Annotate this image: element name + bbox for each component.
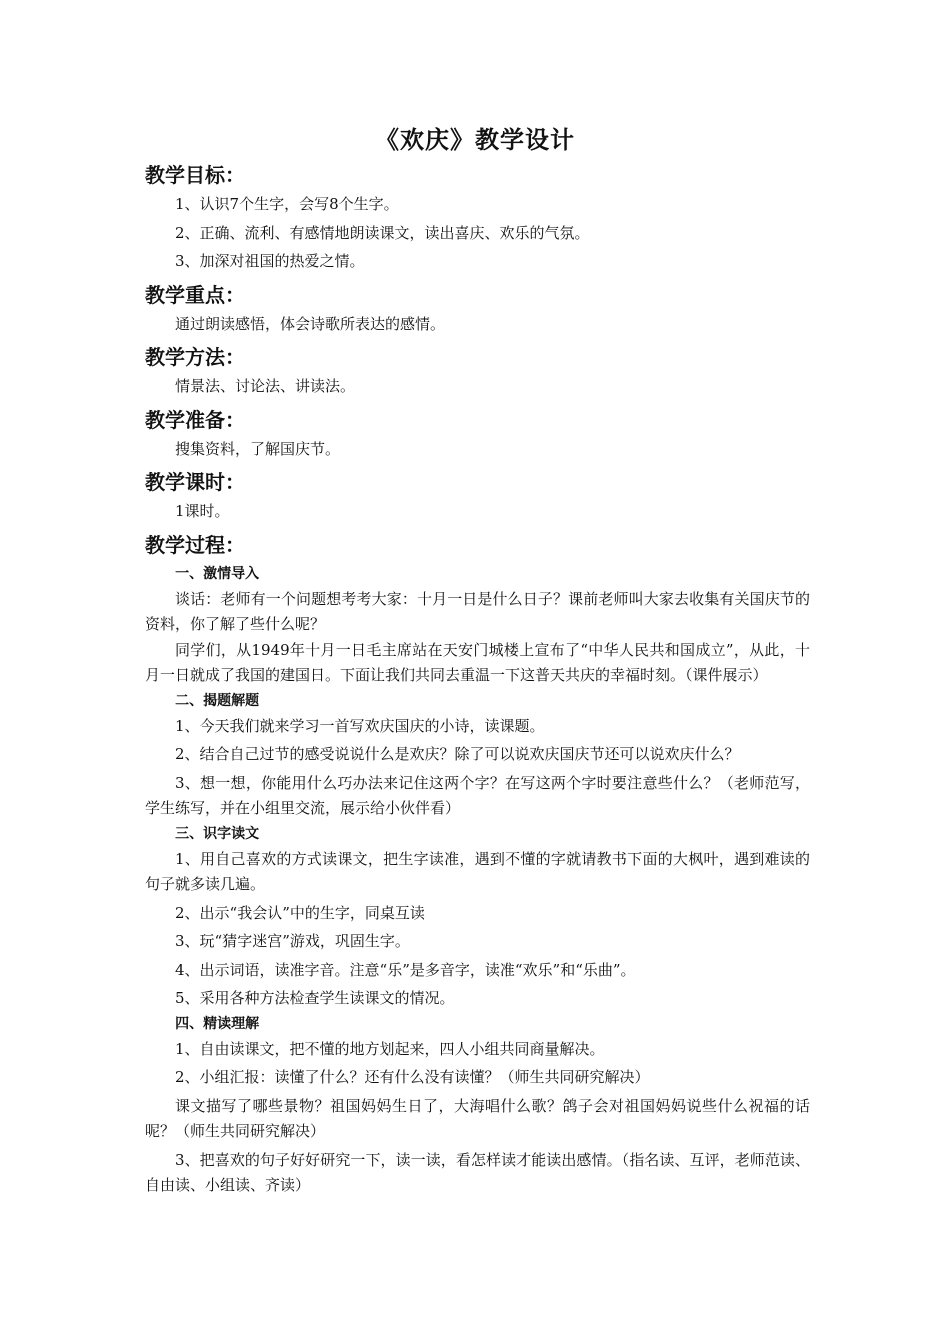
document-body bbox=[145, 158, 810, 1199]
step-paragraph: 2、小组汇报：读懂了什么？还有什么没有读懂？（师生共同研究解决） bbox=[175, 1068, 650, 1086]
hours-text: 1课时。 bbox=[175, 502, 230, 520]
step-paragraph: 5、采用各种方法检查学生读课文的情况。 bbox=[175, 989, 455, 1007]
goals-heading: 教学目标： bbox=[145, 163, 245, 187]
step-paragraph: 谈话：老师有一个问题想考考大家：十月一日是什么日子？课前老师叫大家去收集有关国庆节的资料，你了解了些什么呢？ bbox=[145, 589, 810, 633]
step-paragraph: 2、结合自己过节的感受说说什么是欢庆？除了可以说欢庆国庆节还可以说欢庆什么？ bbox=[175, 745, 740, 763]
step-paragraph: 2、出示“我会认”中的生字，同桌互读 bbox=[175, 903, 425, 922]
step-paragraph: 1、今天我们就来学习一首写欢庆国庆的小诗，读课题。 bbox=[175, 716, 545, 735]
step-paragraph: 3、玩“猜字迷宫”游戏，巩固生字。 bbox=[175, 932, 410, 950]
step-paragraph: 3、把喜欢的句子好好研究一下，读一读，看怎样读才能读出感情。（指名读、互评，老师范读、自由读、小组读、齐读） bbox=[145, 1150, 810, 1194]
step-title-topic: 二、揭题解题 bbox=[175, 692, 260, 709]
goal-item: 2、正确、流利、有感情地朗读课文，读出喜庆、欢乐的气氛。 bbox=[175, 223, 590, 242]
step-paragraph: 3、想一想，你能用什么巧办法来记住这两个字？在写这两个字时要注意些什么？（老师范写，学生练写，并在小组里交流，展示给小伙伴看） bbox=[145, 773, 810, 817]
process-heading: 教学过程： bbox=[145, 532, 245, 557]
method-text: 情景法、讨论法、讲读法。 bbox=[175, 377, 356, 395]
step-title-understanding: 四、精读理解 bbox=[175, 1015, 260, 1032]
step-paragraph: 同学们，从1949年十月一日毛主席站在天安门城楼上宣布了“中华人民共和国成立”，从此，十月一日就成了我国的建国日。下面让我们共同去重温一下这普天共庆的幸福时刻。（课件展示） bbox=[145, 640, 810, 684]
prep-heading: 教学准备： bbox=[145, 407, 245, 432]
step-paragraph: 1、自由读课文，把不懂的地方划起来，四人小组共同商量解决。 bbox=[175, 1039, 605, 1058]
step-paragraph: 4、出示词语，读准字音。注意“乐”是多音字，读准“欢乐”和“乐曲”。 bbox=[175, 960, 636, 979]
prep-text: 搜集资料，了解国庆节。 bbox=[175, 439, 341, 458]
document-title: 《欢庆》教学设计 bbox=[375, 126, 575, 154]
goal-item: 1、认识7个生字，会写8个生字。 bbox=[175, 195, 399, 213]
focus-heading: 教学重点： bbox=[145, 282, 245, 307]
step-paragraph: 1、用自己喜欢的方式读课文，把生字读准，遇到不懂的字就请教书下面的大枫叶，遇到难读的句子就多读几遍。 bbox=[145, 849, 810, 893]
focus-text: 通过朗读感悟，体会诗歌所表达的感情。 bbox=[175, 314, 446, 333]
hours-heading: 教学课时： bbox=[145, 470, 245, 494]
step-title-intro: 一、激情导入 bbox=[175, 565, 260, 582]
step-title-reading: 三、识字读文 bbox=[175, 825, 260, 842]
step-paragraph: 课文描写了哪些景物？祖国妈妈生日了，大海唱什么歌？鸽子会对祖国妈妈说些什么祝福的话呢？（师生共同研究解决） bbox=[145, 1096, 810, 1140]
goal-item: 3、加深对祖国的热爱之情。 bbox=[175, 252, 365, 270]
method-heading: 教学方法： bbox=[145, 345, 245, 369]
